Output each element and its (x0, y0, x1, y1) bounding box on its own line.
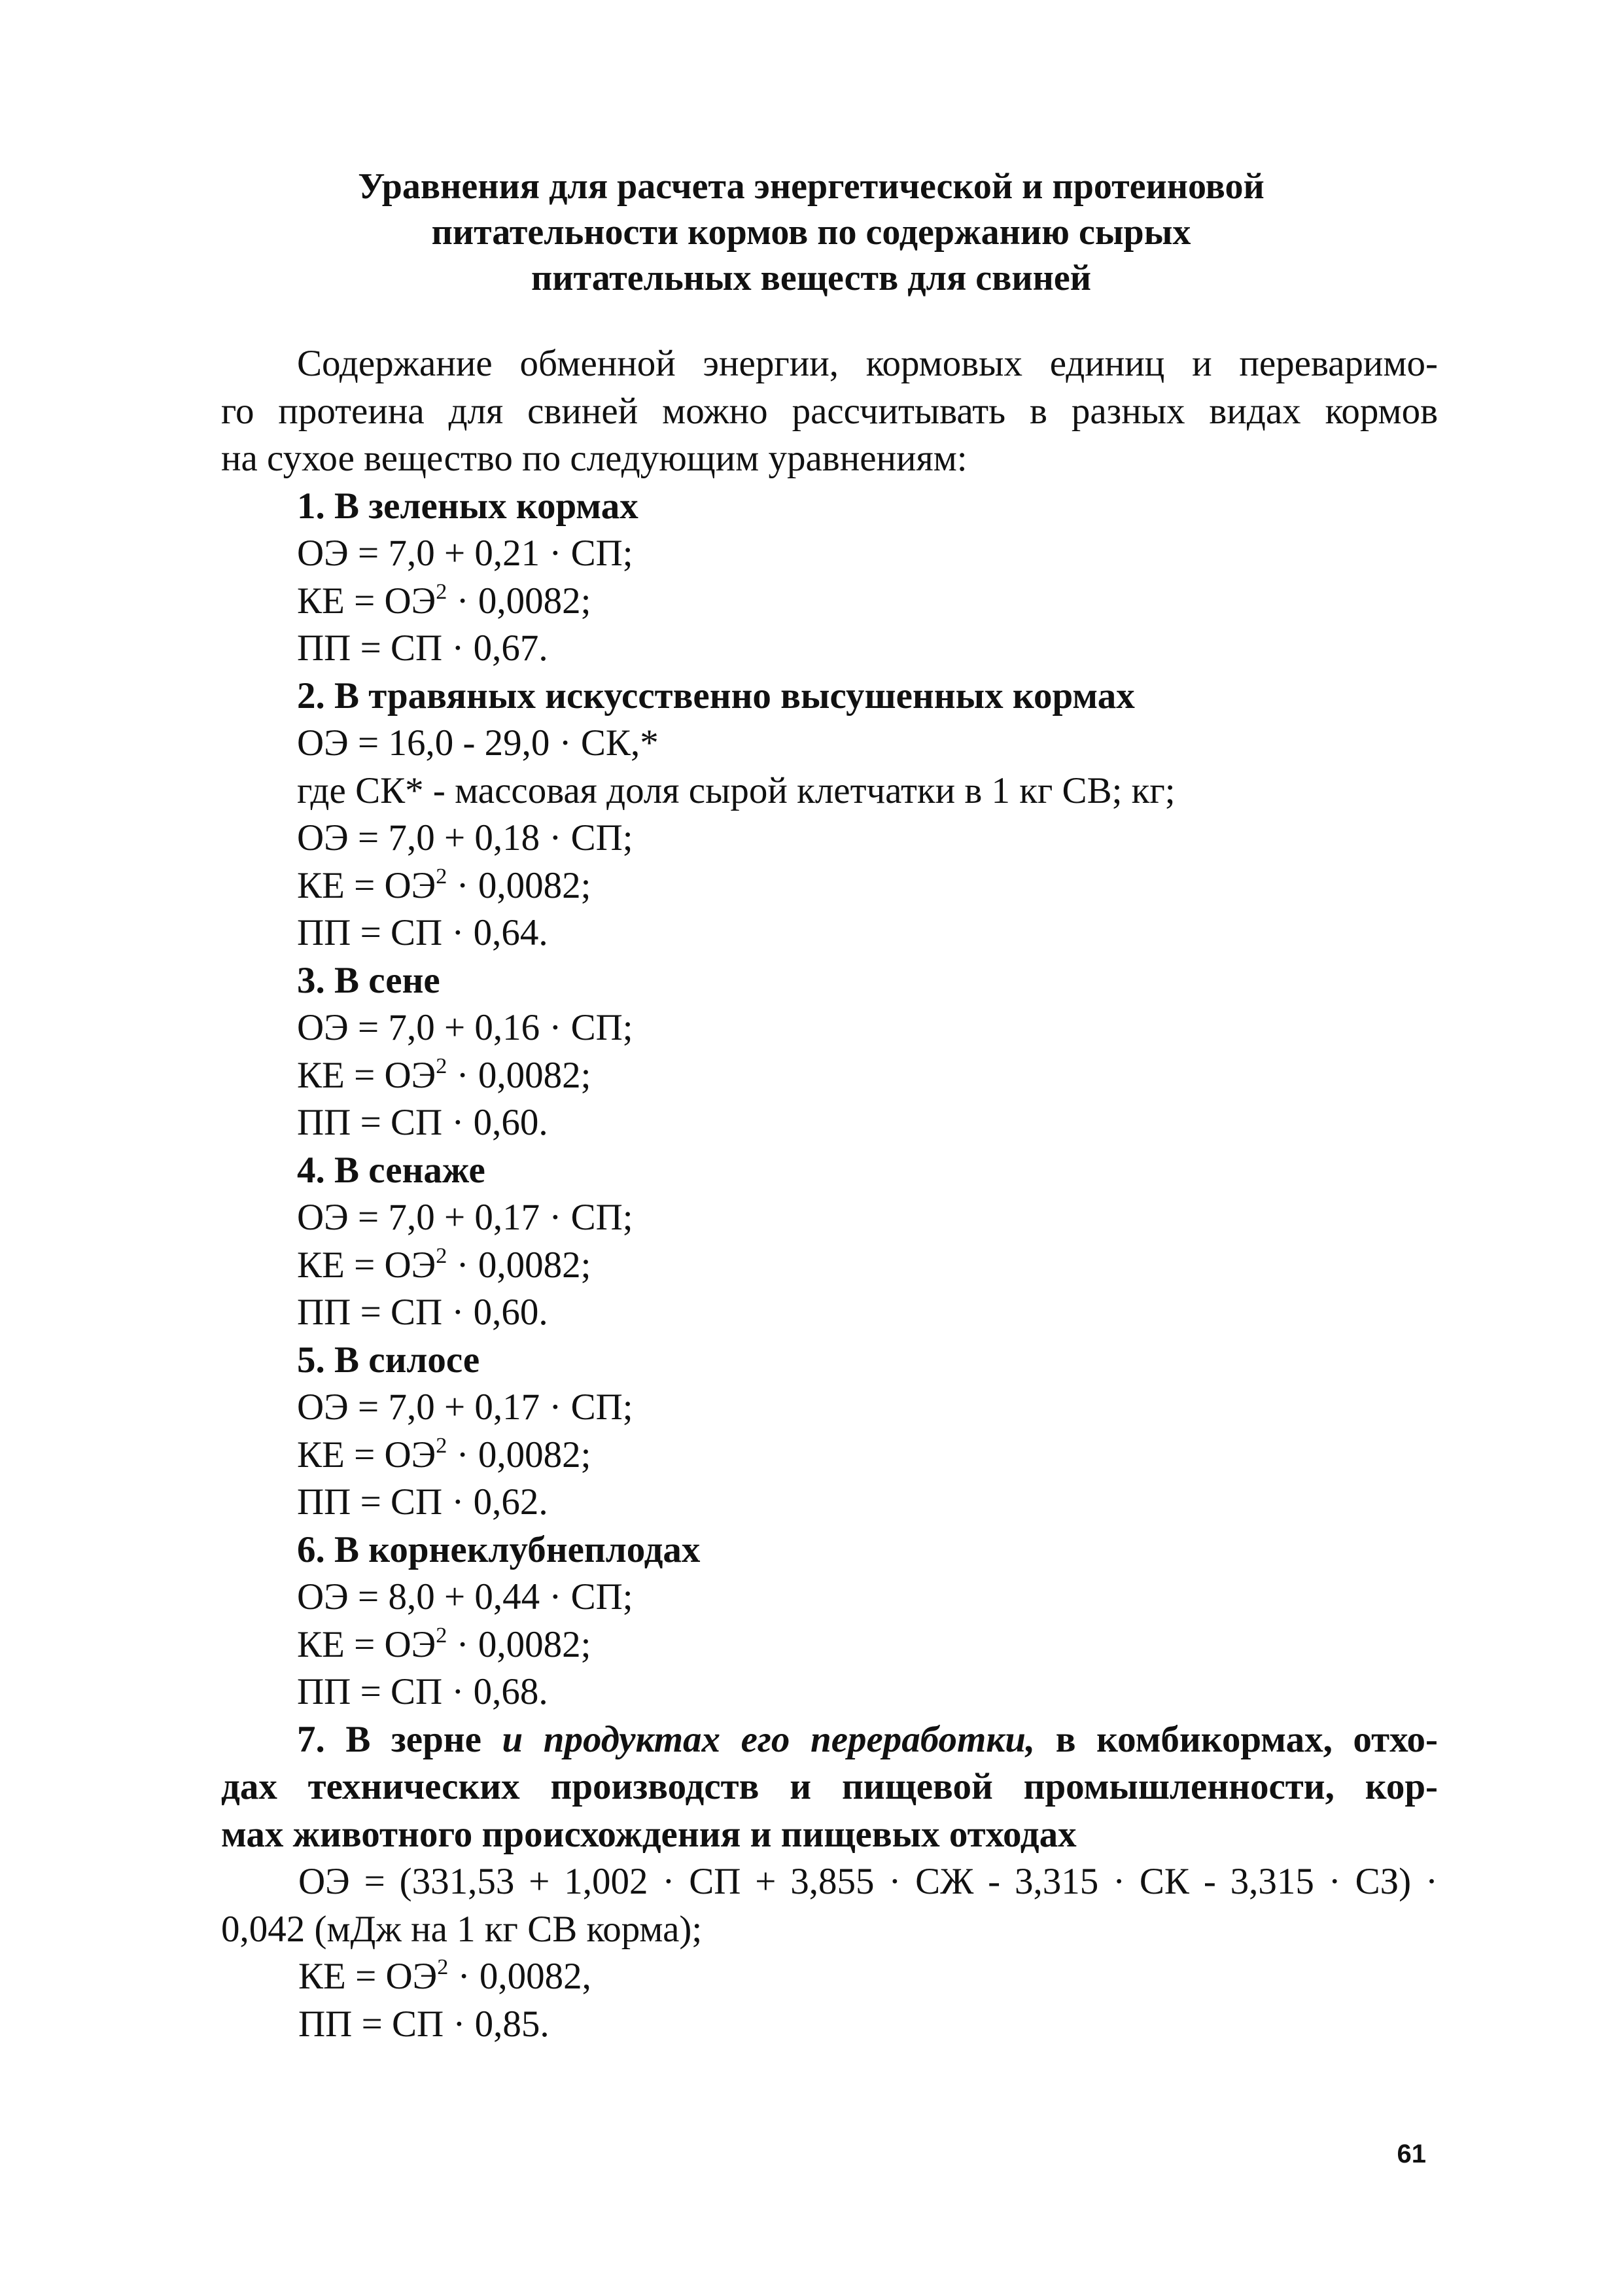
eq-ke-sup: 2 (436, 1433, 447, 1458)
section-7-heading-line-3: мах животного происхождения и пищевых отходах (221, 1813, 1077, 1855)
section-4-eq-pp: ПП = СП · 0,60. (297, 1292, 548, 1333)
section-2-eq-oe: ОЭ = 7,0 + 0,18 · СП; (297, 817, 633, 858)
section-6-eq-oe: ОЭ = 8,0 + 0,44 · СП; (297, 1576, 633, 1617)
section-3-eq-oe: ОЭ = 7,0 + 0,16 · СП; (297, 1007, 633, 1048)
intro-line-2: го протеина для свиней можно рассчитывать в разных видах кормов (221, 390, 1438, 432)
section-7-heading-line-1 (221, 1716, 1438, 1764)
intro-line-1: Содержание обменной энергии, кормовых единиц и переваримо- (297, 343, 1438, 384)
section-2-eq-oe-sk: ОЭ = 16,0 - 29,0 · СК,* (297, 722, 659, 764)
section-5-eq-pp: ПП = СП · 0,62. (297, 1481, 548, 1523)
title-line-2: питательности кормов по содержанию сырых (431, 212, 1191, 253)
section-6-eq-ke (221, 1621, 1438, 1669)
section-7-heading-a: 7. В зерне (297, 1718, 502, 1760)
page-title (196, 164, 1426, 301)
section-2-eq-ke (221, 862, 1438, 910)
section-4-eq-oe: ОЭ = 7,0 + 0,17 · СП; (297, 1197, 633, 1238)
eq-ke-post: · 0,0082, (448, 1956, 591, 1997)
section-7-heading-c: в комбикормах, отхо- (1035, 1718, 1438, 1760)
section-7-heading-line-2: дах технических производств и пищевой промышленности, кор- (221, 1766, 1438, 1807)
section-1-heading: 1. В зеленых кормах (297, 485, 638, 527)
eq-ke-pre: КЕ = ОЭ (297, 1054, 436, 1096)
eq-ke-post: · 0,0082; (447, 1434, 591, 1475)
eq-ke-post: · 0,0082; (447, 1623, 591, 1665)
eq-ke-pre: КЕ = ОЭ (297, 1244, 436, 1286)
eq-ke-sup: 2 (436, 579, 447, 604)
section-2-heading: 2. В травяных искусственно высушенных кормах (297, 675, 1135, 716)
section-5-eq-oe: ОЭ = 7,0 + 0,17 · СП; (297, 1386, 633, 1428)
section-3-eq-pp: ПП = СП · 0,60. (297, 1102, 548, 1143)
eq-ke-sup: 2 (436, 1623, 447, 1648)
eq-ke-pre: КЕ = ОЭ (297, 864, 436, 906)
section-1-eq-pp: ПП = СП · 0,67. (297, 627, 548, 669)
section-3-eq-ke (221, 1052, 1438, 1100)
page-number: 61 (1397, 2140, 1426, 2168)
eq-ke-sup: 2 (436, 1053, 447, 1078)
eq-ke-pre: КЕ = ОЭ (297, 1434, 436, 1475)
eq-ke-post: · 0,0082; (447, 864, 591, 906)
intro-line-3: на сухое вещество по следующим уравнениям: (221, 438, 968, 479)
title-line-3: питательных веществ для свиней (531, 258, 1091, 298)
section-3-heading: 3. В сене (297, 959, 440, 1001)
section-2-note: где СК* - массовая доля сырой клетчатки в 1 кг СВ; кг; (297, 769, 1176, 811)
section-1-eq-ke (221, 578, 1438, 626)
eq-ke-post: · 0,0082; (447, 1244, 591, 1286)
document-body (221, 340, 1438, 2048)
section-2-eq-pp: ПП = СП · 0,64. (297, 912, 548, 953)
section-7-heading-b: и продуктах его переработки, (502, 1718, 1036, 1760)
section-7-eq-pp: ПП = СП · 0,85. (298, 2003, 550, 2045)
section-5-eq-ke (221, 1432, 1438, 1479)
eq-ke-post: · 0,0082; (447, 1054, 591, 1096)
eq-ke-sup: 2 (436, 1243, 447, 1268)
title-line-1: Уравнения для расчета энергетической и протеиновой (358, 166, 1265, 207)
eq-ke-sup: 2 (437, 1955, 449, 1979)
eq-ke-pre: КЕ = ОЭ (297, 580, 436, 622)
section-6-eq-pp: ПП = СП · 0,68. (297, 1671, 548, 1712)
section-4-heading: 4. В сенаже (297, 1149, 485, 1191)
section-4-eq-ke (221, 1242, 1438, 1290)
section-1-eq-oe: ОЭ = 7,0 + 0,21 · СП; (297, 533, 633, 574)
section-5-heading: 5. В силосе (297, 1339, 480, 1381)
section-7-eq-ke (221, 1953, 1438, 2001)
eq-ke-post: · 0,0082; (447, 580, 591, 622)
section-6-heading: 6. В корнеклубнеплодах (297, 1528, 701, 1570)
eq-ke-sup: 2 (436, 864, 447, 889)
eq-ke-pre: КЕ = ОЭ (297, 1623, 436, 1665)
section-7-eq-oe-cont: 0,042 (мДж на 1 кг СВ корма); (221, 1908, 703, 1950)
eq-ke-pre: КЕ = ОЭ (298, 1956, 438, 1997)
section-7-eq-oe: ОЭ = (331,53 + 1,002 · СП + 3,855 · СЖ - 3,315 · СК - 3,315 · СЗ) · (298, 1861, 1438, 1902)
